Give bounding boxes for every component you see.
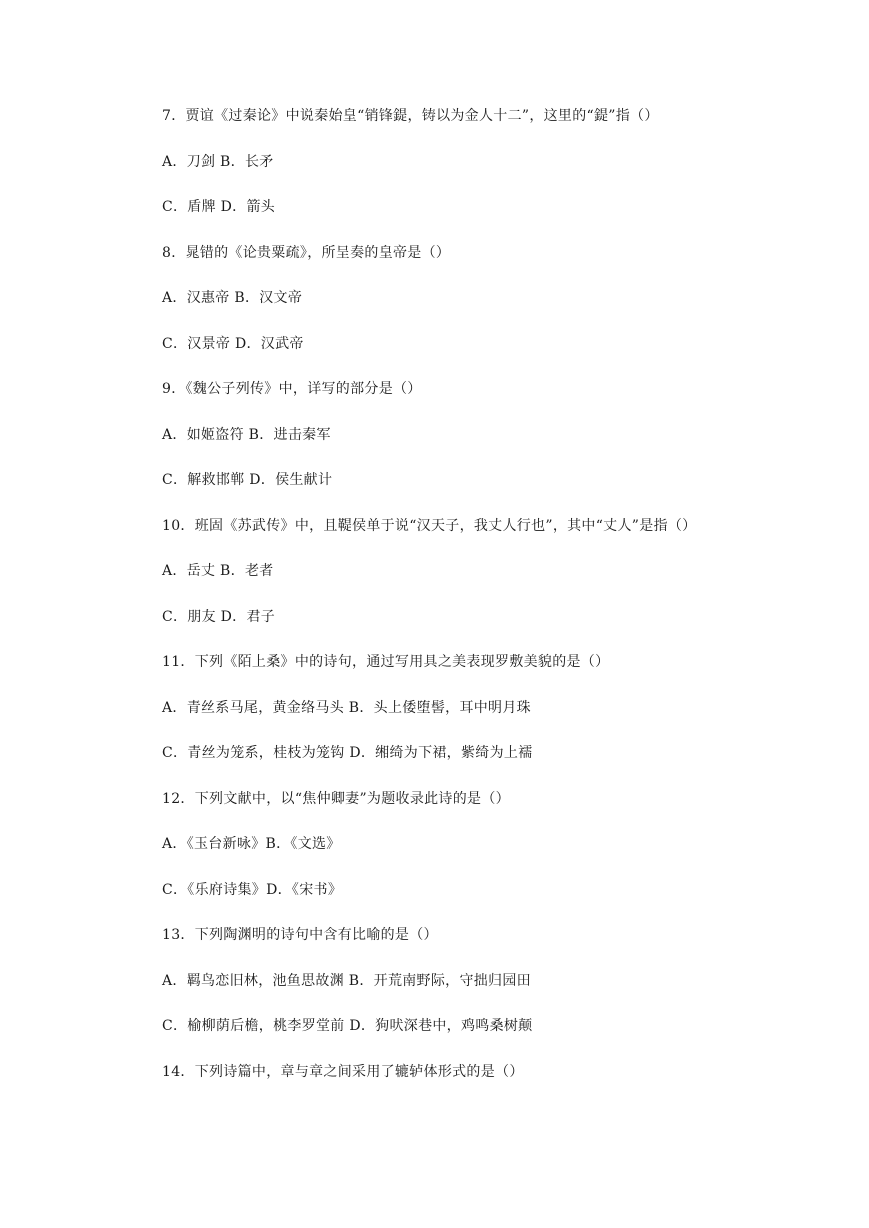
question-13-options-cd: C．榆柳荫后檐，桃李罗堂前 D．狗吠深巷中，鸡鸣桑树颠 — [162, 1018, 533, 1034]
question-10-options-ab: A．岳丈 B．老者 — [162, 563, 274, 579]
question-7-options-cd: C．盾牌 D．箭头 — [162, 199, 276, 215]
question-13-options-ab: A．羁鸟恋旧林，池鱼思故渊 B．开荒南野际，守拙归园田 — [162, 972, 531, 989]
question-7-stem: 7．贾谊《过秦论》中说秦始皇“销锋鍉，铸以为金人十二”，这里的“鍉”指（） — [162, 108, 659, 124]
question-12-options-ab: A．《玉台新咏》B．《文选》 — [162, 836, 341, 852]
question-list — [162, 104, 842, 1105]
question-14-stem: 14．下列诗篇中，章与章之间采用了辘轳体形式的是（） — [162, 1063, 524, 1080]
question-9-stem: 9．《魏公子列传》中，详写的部分是（） — [162, 381, 422, 397]
question-10-stem: 10．班固《苏武传》中，且鞮侯单于说“汉天子，我丈人行也”，其中“丈人”是指（） — [162, 517, 697, 534]
question-8-options-ab: A．汉惠帝 B．汉文帝 — [162, 290, 303, 306]
question-11-options-cd: C．青丝为笼系，桂枝为笼钩 D．缃绮为下裙，紫绮为上襦 — [162, 745, 533, 761]
question-9-options-cd: C．解救邯郸 D．侯生献计 — [162, 472, 333, 488]
question-11-stem: 11．下列《陌上桑》中的诗句，通过写用具之美表现罗敷美貌的是（） — [162, 654, 610, 670]
question-12-options-cd: C．《乐府诗集》D．《宋书》 — [162, 881, 343, 898]
question-8-stem: 8．晁错的《论贵粟疏》，所呈奏的皇帝是（） — [162, 244, 451, 261]
question-7-options-ab: A．刀剑 B．长矛 — [162, 153, 274, 170]
question-9-options-ab: A．如姬盗符 B．进击秦军 — [162, 426, 331, 443]
question-12-stem: 12．下列文献中，以“焦仲卿妻”为题收录此诗的是（） — [162, 790, 510, 807]
question-10-options-cd: C．朋友 D．君子 — [162, 608, 276, 625]
question-8-options-cd: C．汉景帝 D．汉武帝 — [162, 335, 304, 352]
question-11-options-ab: A．青丝系马尾，黄金络马头 B．头上倭堕髻，耳中明月珠 — [162, 699, 531, 716]
question-13-stem: 13．下列陶渊明的诗句中含有比喻的是（） — [162, 927, 438, 943]
